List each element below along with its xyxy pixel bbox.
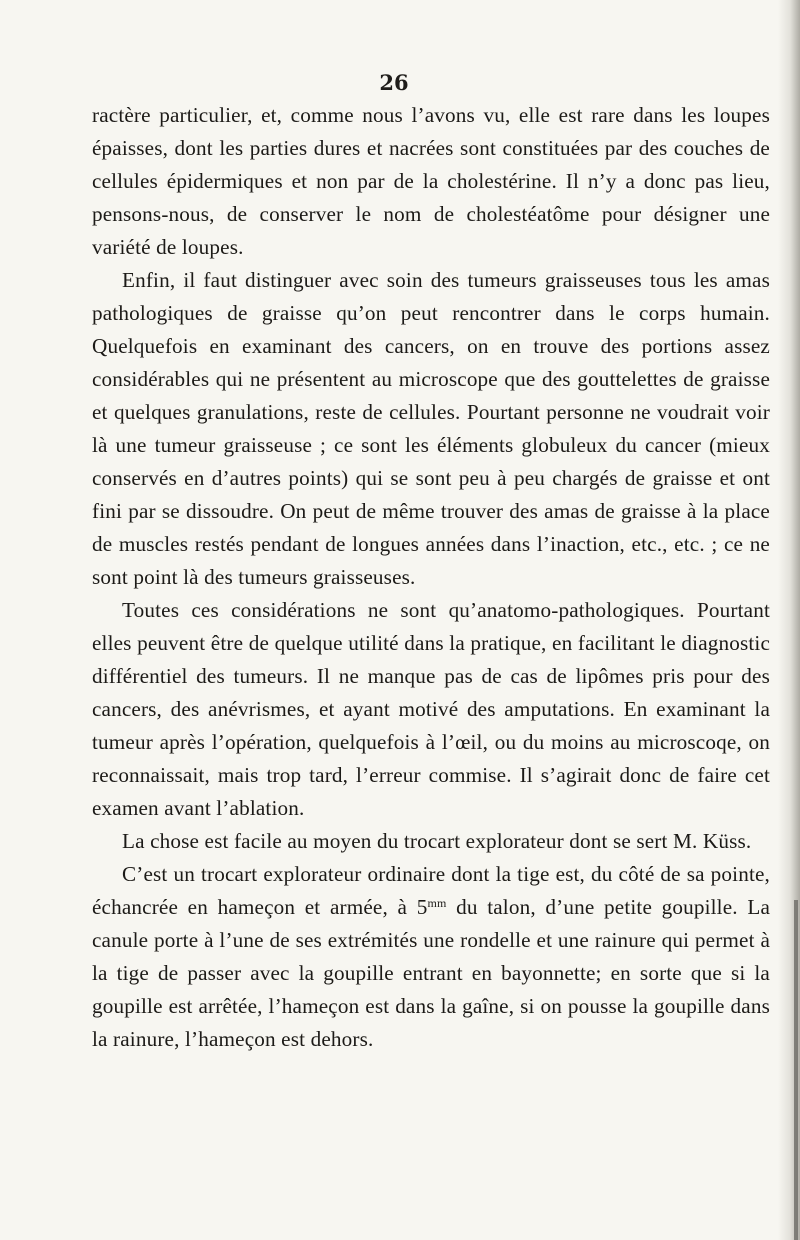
page-number: 26 xyxy=(379,70,409,95)
millimeter-unit: mm xyxy=(427,896,447,910)
paragraph-trocart-description xyxy=(92,858,770,1056)
paragraph-amas-graisse: Enfin, il faut distinguer avec soin des tumeurs graisseuses tous les amas pathologiques de graisse qu’on peut rencontrer dans le corps humain. Quelquefois en examinant des cancers, on en trouve des portions assez considérables qui ne présentent au microscope que des gouttelettes de graisse et quelques granulations, reste de cellules. Pourtant personne ne voudrait voir là une tumeur graisseuse ; ce sont les éléments globuleux du cancer (mieux conservés en d’autres points) qui se sont peu à peu chargés de graisse et ont fini par se dissoudre. On peut de même trouver des amas de graisse à la place de muscles restés pendant de longues années dans l’inaction, etc., etc. ; ce ne sont point là des tumeurs graisseuses. xyxy=(92,268,770,589)
body-text xyxy=(92,99,770,1056)
paragraph-considerations: Toutes ces considérations ne sont qu’anatomo-pathologiques. Pourtant elles peuvent être de quelque utilité dans la pratique, en facilitant le diagnostic différentiel des tumeurs. Il ne manque pas de cas de lipômes pris pour des cancers, des anévrismes, et ayant motivé des amputations. En examinant la tumeur après l’opération, quelquefois à l’œil, ou du moins au microscoqe, on reconnaissait, mais trop tard, l’erreur commise. Il s’agirait donc de faire cet examen avant l’ablation. xyxy=(92,598,770,820)
trocart-text-before: C’est un trocart explorateur ordinaire dont la tige est, du côté de sa pointe, échancrée en hameçon et armée, à 5 xyxy=(92,862,770,919)
paragraph-trocart-kuss: La chose est facile au moyen du trocart explorateur dont se sert M. Küss. xyxy=(122,829,752,853)
trocart-text-after: du talon, d’une petite goupille. La canule porte à l’une de ses extrémités une rondelle et une rainure qui permet à la tige de passer avec la goupille entrant en bayonnette; en sorte que si la goupille est arrêtée, l’hameçon est dans la gaîne, si on pousse la goupille dans la rainure, l’hameçon est dehors. xyxy=(92,895,770,1051)
paragraph-cholesteatome: ractère particulier, et, comme nous l’avons vu, elle est rare dans les loupes épaisses, dont les parties dures et nacrées sont constituées par des couches de cellules épidermiques et non par de la cholestérine. Il n’y a donc pas lieu, pensons-nous, de conserver le nom de cholestéatôme pour désigner une variété de loupes. xyxy=(92,103,770,259)
page-edge-binding xyxy=(794,900,798,1240)
